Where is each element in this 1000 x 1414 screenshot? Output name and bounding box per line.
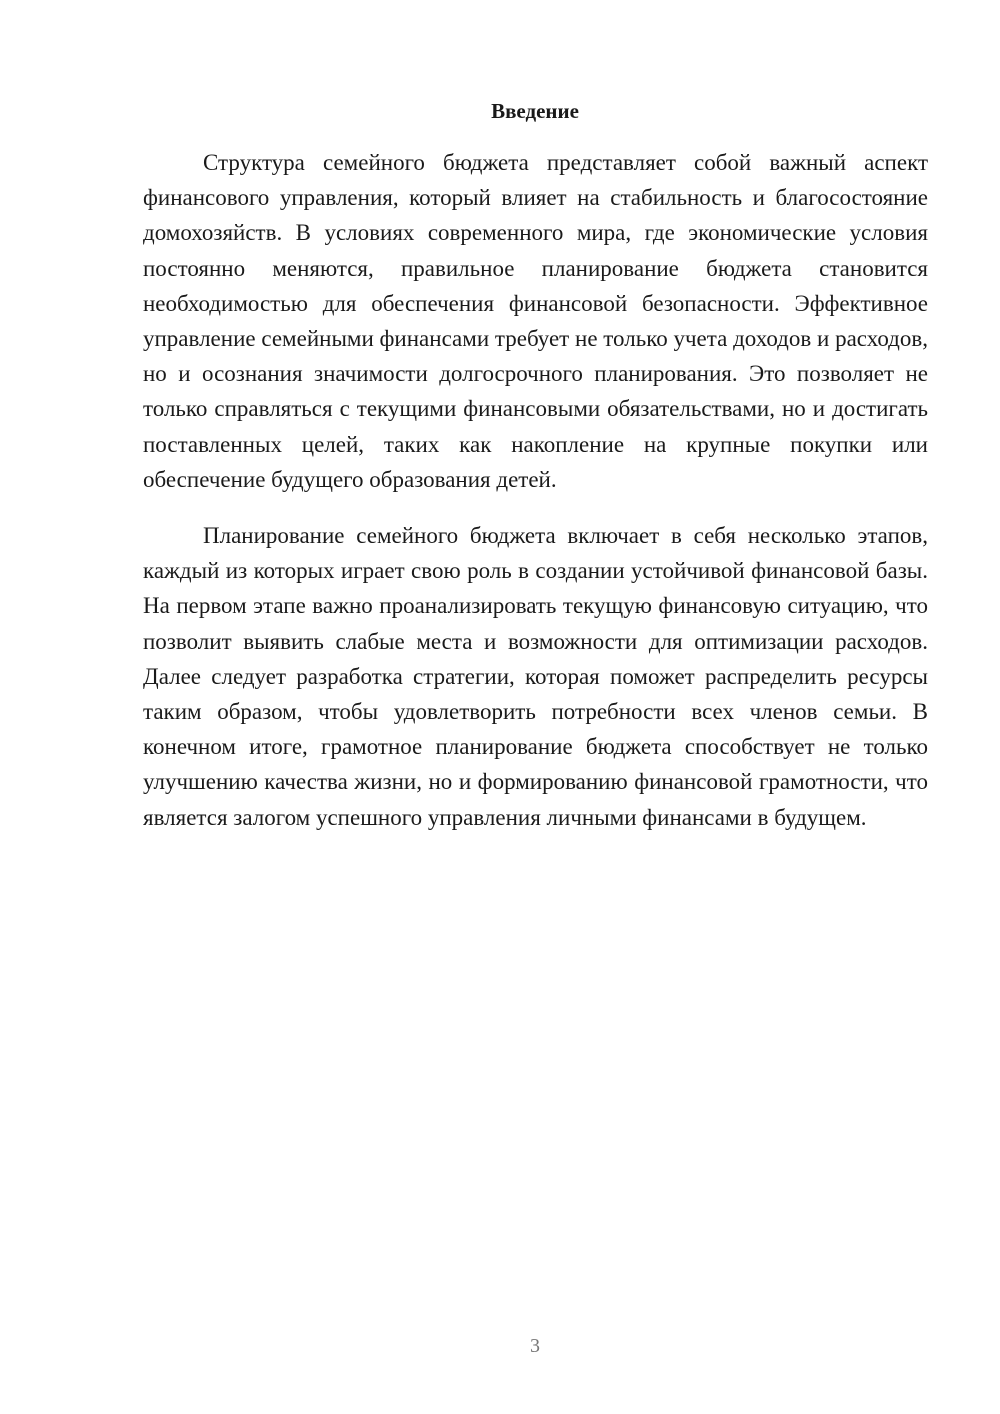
page-number: 3 [530, 1335, 540, 1357]
paragraph-2: Планирование семейного бюджета включает в себя несколько этапов, каждый из которых играет свою роль в создании устойчивой финансовой базы. На первом этапе важно проанализировать текущую финансовую ситуацию, что позволит выявить слабые места и возможности для оптимизации расходов. Далее следует разработка стратегии, которая поможет распределить ресурсы таким образом, чтобы удовлетворить потребности всех членов семьи. В конечном итоге, грамотное планирование бюджета способствует не только улучшению качества жизни, но и формированию финансовой грамотности, что является залогом успешного управления личными финансами в будущем. [143, 523, 928, 830]
body-text [143, 145, 928, 835]
section-heading: Введение [491, 99, 579, 123]
paragraph-1: Структура семейного бюджета представляет собой важный аспект финансового управления, который влияет на стабильность и благосостояние домохозяйств. В условиях современного мира, где экономические условия постоянно меняются, правильное планирование бюджета становится необходимостью для обеспечения финансовой безопасности. Эффективное управление семейными финансами требует не только учета доходов и расходов, но и осознания значимости долгосрочного планирования. Это позволяет не только справляться с текущими финансовыми обязательствами, но и достигать поставленных целей, таких как накопление на крупные покупки или обеспечение будущего образования детей. [143, 150, 928, 492]
